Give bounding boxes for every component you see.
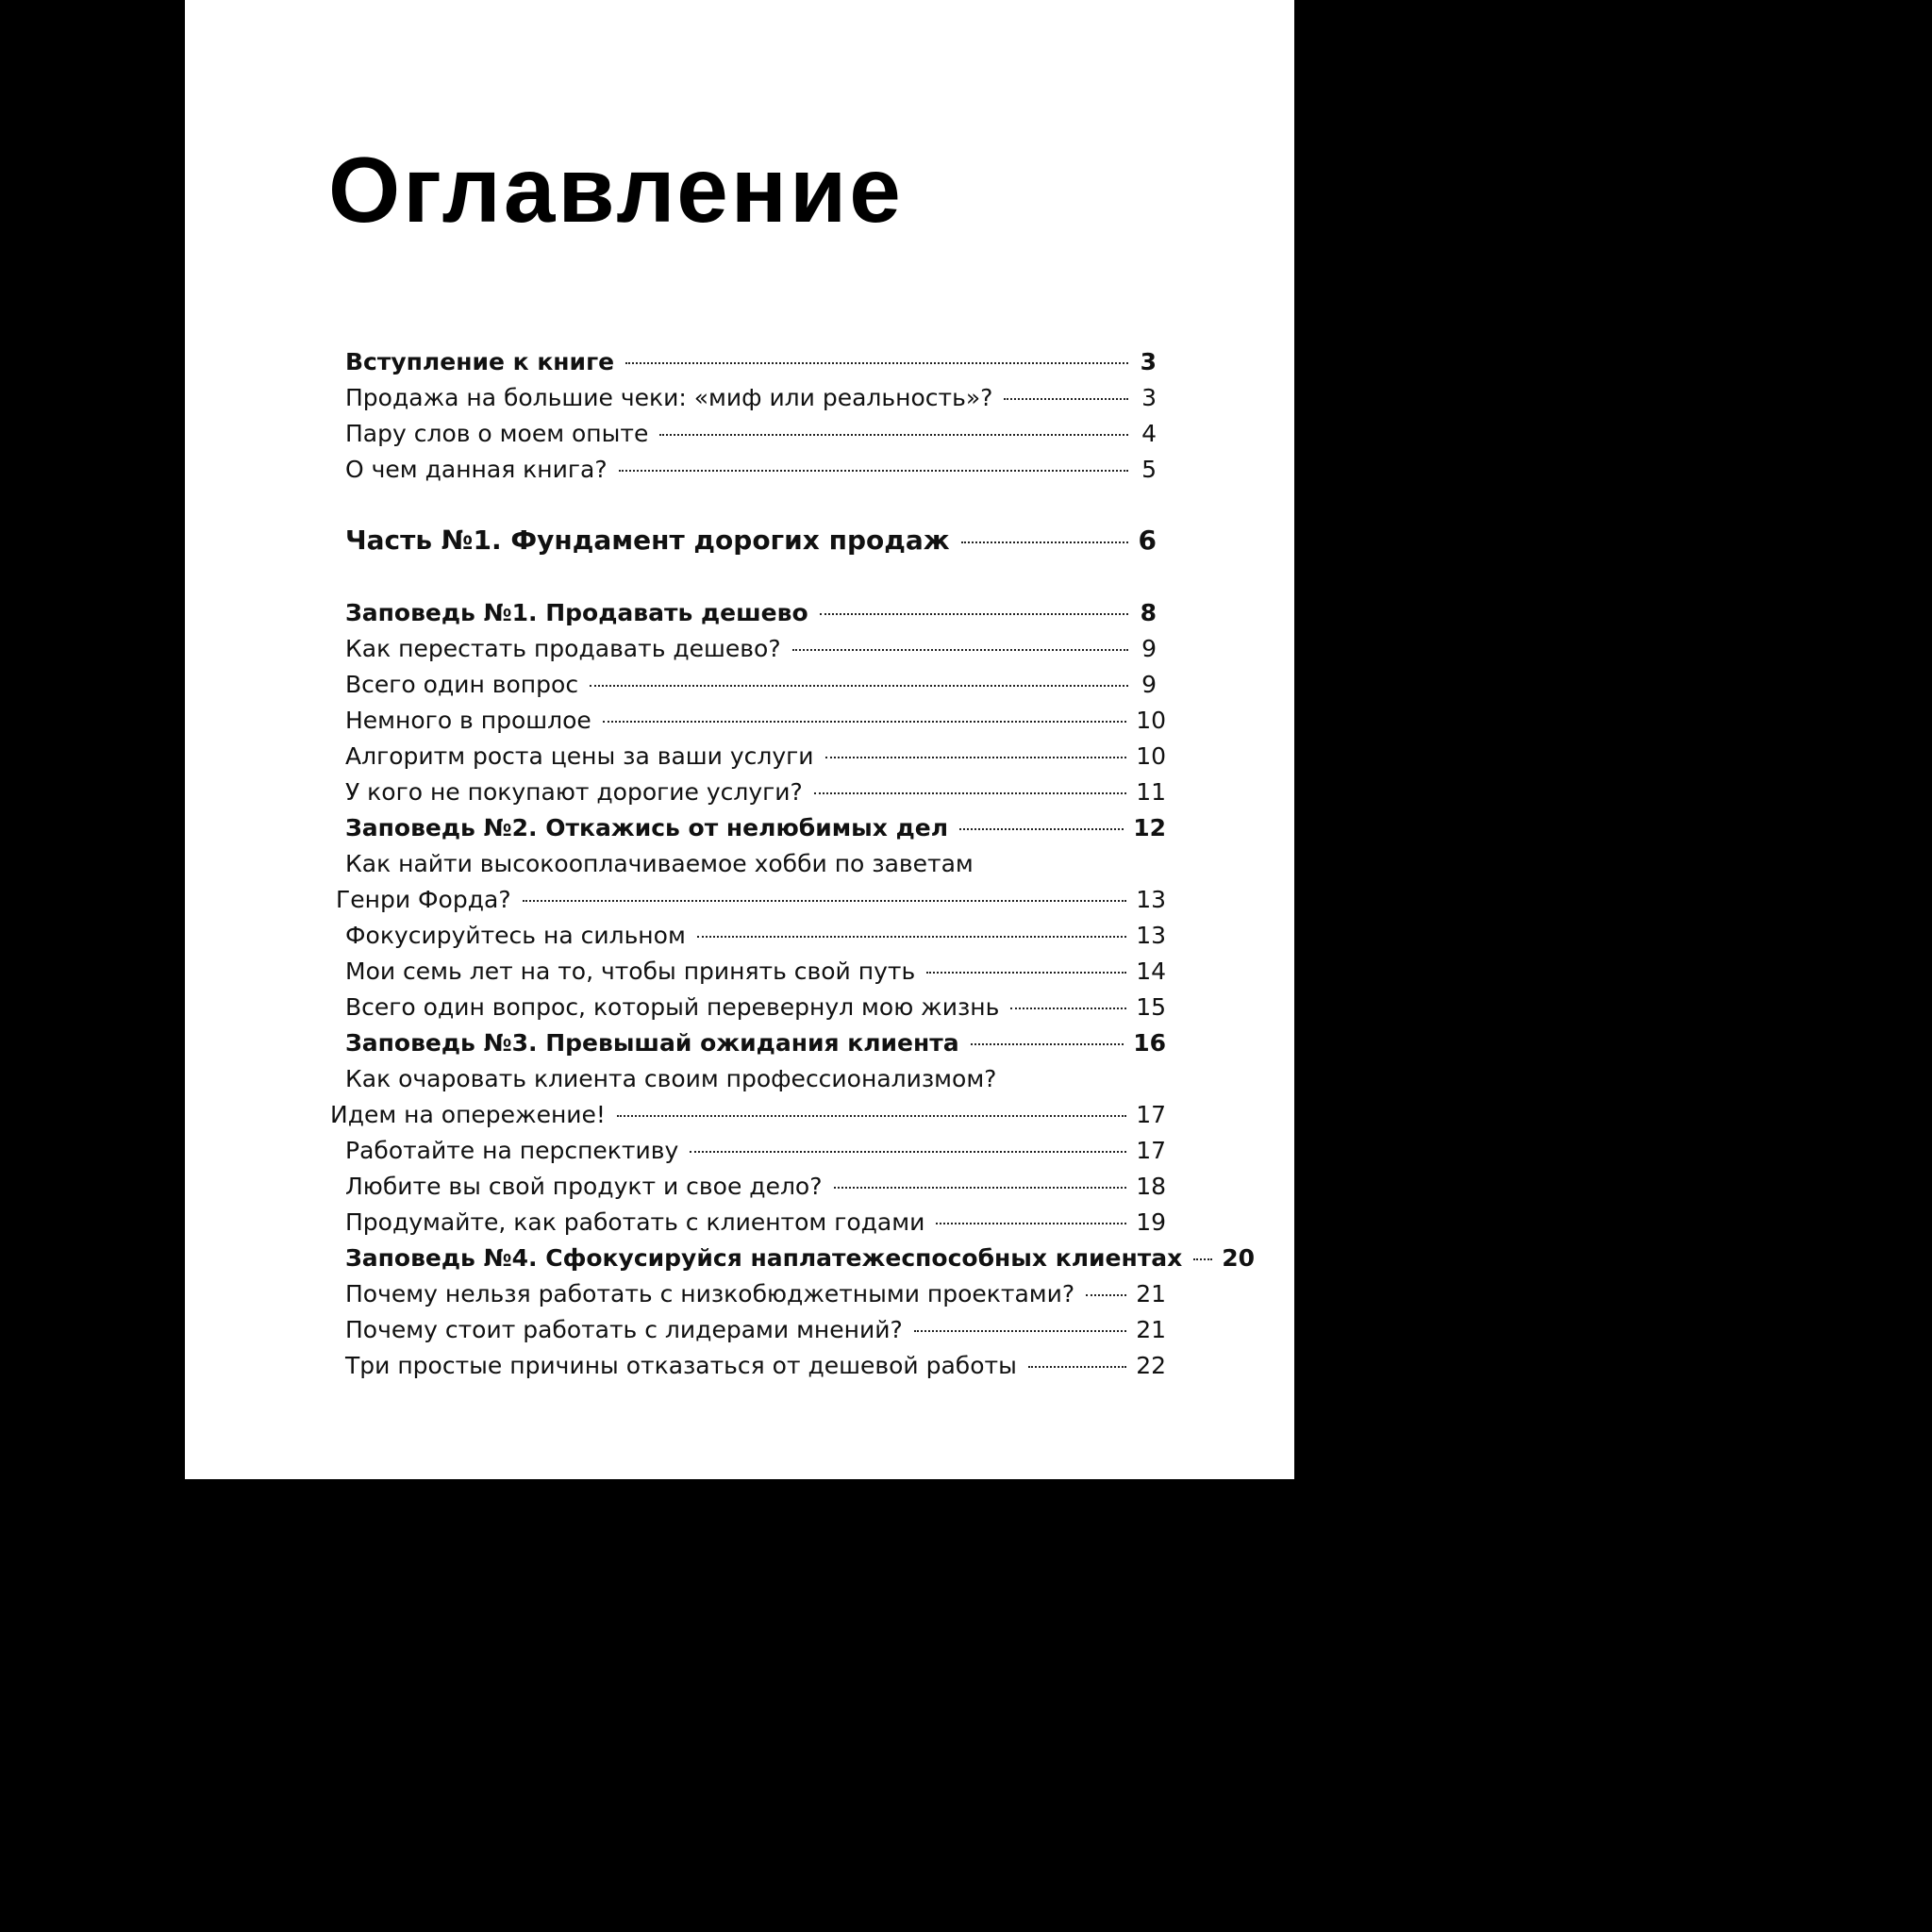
toc-entry-label: Генри Форда? bbox=[336, 886, 511, 913]
dot-leader bbox=[1086, 1294, 1126, 1296]
toc-entry-page-number: 12 bbox=[1133, 814, 1166, 841]
toc-entry-label: Работайте на перспективу bbox=[345, 1137, 679, 1164]
toc-entry bbox=[345, 918, 1166, 954]
toc-entry-label: О чем данная книга? bbox=[345, 456, 608, 483]
dot-leader bbox=[690, 1151, 1126, 1153]
dot-leader bbox=[825, 757, 1127, 758]
toc-entry-page-number: 21 bbox=[1136, 1316, 1166, 1343]
toc-entry-label: Почему стоит работать с лидерами мнений? bbox=[345, 1316, 903, 1343]
toc-entry bbox=[345, 523, 1157, 558]
toc-entry bbox=[345, 416, 1157, 452]
toc-entry-page-number: 8 bbox=[1140, 599, 1157, 626]
dot-leader bbox=[814, 792, 1126, 794]
toc-entry-label-line1: Как очаровать клиента своим профессионализмом? bbox=[345, 1065, 997, 1092]
toc-entry-page-number: 15 bbox=[1136, 993, 1166, 1021]
toc-entry bbox=[345, 1133, 1166, 1169]
toc-entry bbox=[345, 380, 1157, 416]
toc-entry bbox=[345, 739, 1166, 774]
dot-leader bbox=[959, 828, 1124, 830]
dot-leader bbox=[1010, 1008, 1126, 1009]
toc-entry bbox=[345, 1169, 1166, 1205]
toc-entry bbox=[345, 1348, 1166, 1384]
toc-entry-page-number: 10 bbox=[1136, 707, 1166, 734]
toc-entry-label: Алгоритм роста цены за ваши услуги bbox=[345, 742, 814, 770]
toc-entry bbox=[330, 1097, 1166, 1133]
toc-entry-label: Заповедь №1. Продавать дешево bbox=[345, 599, 808, 626]
dot-leader bbox=[1193, 1258, 1212, 1260]
toc-entry-label: Почему нельзя работать с низкобюджетными проектами? bbox=[345, 1280, 1075, 1307]
toc-entry-page-number: 4 bbox=[1141, 420, 1157, 447]
toc-entry-label: Пару слов о моем опыте bbox=[345, 420, 649, 447]
dot-leader bbox=[523, 900, 1127, 902]
toc-entry-label: Продумайте, как работать с клиентом годами bbox=[345, 1208, 925, 1236]
toc-entry-page-number: 17 bbox=[1136, 1101, 1166, 1128]
toc-entry-label: Три простые причины отказаться от дешевой работы bbox=[345, 1352, 1017, 1379]
toc-entry-page-number: 20 bbox=[1222, 1244, 1256, 1272]
toc-entry bbox=[345, 1205, 1166, 1241]
toc-entry-page-number: 16 bbox=[1133, 1029, 1166, 1057]
dot-leader bbox=[936, 1223, 1126, 1224]
toc-entry bbox=[345, 1241, 1256, 1276]
toc-entry-page-number: 6 bbox=[1138, 525, 1157, 556]
toc-entry bbox=[345, 1025, 1166, 1061]
toc-entry-label: Фокусируйтесь на сильном bbox=[345, 922, 686, 949]
toc-entry bbox=[345, 703, 1166, 739]
toc-entry bbox=[345, 954, 1166, 990]
dot-leader bbox=[961, 541, 1128, 543]
dot-leader bbox=[971, 1043, 1124, 1045]
toc-entry-label: Заповедь №2. Откажись от нелюбимых дел bbox=[345, 814, 949, 841]
toc-entry-label: Заповедь №4. Сфокусируйся наплатежеспособных клиентах bbox=[345, 1244, 1183, 1272]
dot-leader bbox=[625, 362, 1128, 364]
toc-entry bbox=[345, 1312, 1166, 1348]
toc-entry-page-number: 10 bbox=[1136, 742, 1166, 770]
toc-entry-label: Всего один вопрос bbox=[345, 671, 579, 698]
toc-entry bbox=[345, 990, 1166, 1025]
toc-entry-page-number: 13 bbox=[1136, 922, 1166, 949]
toc-entry-page-number: 3 bbox=[1141, 384, 1157, 411]
dot-leader bbox=[590, 685, 1128, 687]
toc-entry-label: Вступление к книге bbox=[345, 348, 615, 375]
toc-entry-page-number: 9 bbox=[1141, 671, 1157, 698]
toc-entry-label: Как перестать продавать дешево? bbox=[345, 635, 781, 662]
toc-entry bbox=[345, 667, 1157, 703]
toc-entry-page-number: 21 bbox=[1136, 1280, 1166, 1307]
toc-entry-page-number: 9 bbox=[1141, 635, 1157, 662]
dot-leader bbox=[1028, 1366, 1126, 1368]
toc-entry-page-number: 14 bbox=[1136, 958, 1166, 985]
dot-leader bbox=[659, 434, 1128, 436]
toc-entry-label: Идем на опережение! bbox=[330, 1101, 606, 1128]
dot-leader bbox=[914, 1330, 1126, 1332]
toc-entry bbox=[345, 810, 1166, 846]
dot-leader bbox=[603, 721, 1126, 723]
dot-leader bbox=[1004, 398, 1128, 400]
dot-leader bbox=[697, 936, 1126, 938]
toc-entry-page-number: 18 bbox=[1136, 1173, 1166, 1200]
toc-entry-label: У кого не покупают дорогие услуги? bbox=[345, 778, 803, 806]
toc-entry bbox=[336, 882, 1166, 918]
toc-entry bbox=[345, 631, 1157, 667]
toc-entry-page-number: 11 bbox=[1136, 778, 1166, 806]
toc-entry-label: Всего один вопрос, который перевернул мою жизнь bbox=[345, 993, 1000, 1021]
toc-entry-page-number: 13 bbox=[1136, 886, 1166, 913]
toc-entry bbox=[345, 344, 1157, 380]
toc-entry-label: Заповедь №3. Превышай ожидания клиента bbox=[345, 1029, 959, 1057]
toc-entry-page-number: 3 bbox=[1140, 348, 1157, 375]
toc-entry bbox=[345, 452, 1157, 488]
toc-entry-label: Любите вы свой продукт и свое дело? bbox=[345, 1173, 823, 1200]
page-title: Оглавление bbox=[328, 138, 904, 242]
toc-entry-label: Мои семь лет на то, чтобы принять свой путь bbox=[345, 958, 916, 985]
dot-leader bbox=[619, 470, 1128, 472]
dot-leader bbox=[792, 649, 1128, 651]
toc-entry-page-number: 19 bbox=[1136, 1208, 1166, 1236]
dot-leader bbox=[926, 972, 1126, 974]
toc-entry-label: Продажа на большие чеки: «миф или реальность»? bbox=[345, 384, 993, 411]
table-of-contents bbox=[185, 0, 1294, 1479]
book-page bbox=[185, 0, 1294, 1479]
toc-entry-label: Немного в прошлое bbox=[345, 707, 591, 734]
toc-entry-label-line1: Как найти высокооплачиваемое хобби по заветам bbox=[345, 850, 974, 877]
toc-entry-label: Часть №1. Фундамент дорогих продаж bbox=[345, 525, 950, 556]
dot-leader bbox=[820, 613, 1128, 615]
dot-leader bbox=[834, 1187, 1127, 1189]
toc-entry-page-number: 5 bbox=[1141, 456, 1157, 483]
toc-entry bbox=[345, 1276, 1166, 1312]
toc-entry-page-number: 22 bbox=[1136, 1352, 1166, 1379]
toc-entry bbox=[345, 595, 1157, 631]
dot-leader bbox=[617, 1115, 1126, 1117]
toc-entry bbox=[345, 774, 1166, 810]
toc-entry-page-number: 17 bbox=[1136, 1137, 1166, 1164]
